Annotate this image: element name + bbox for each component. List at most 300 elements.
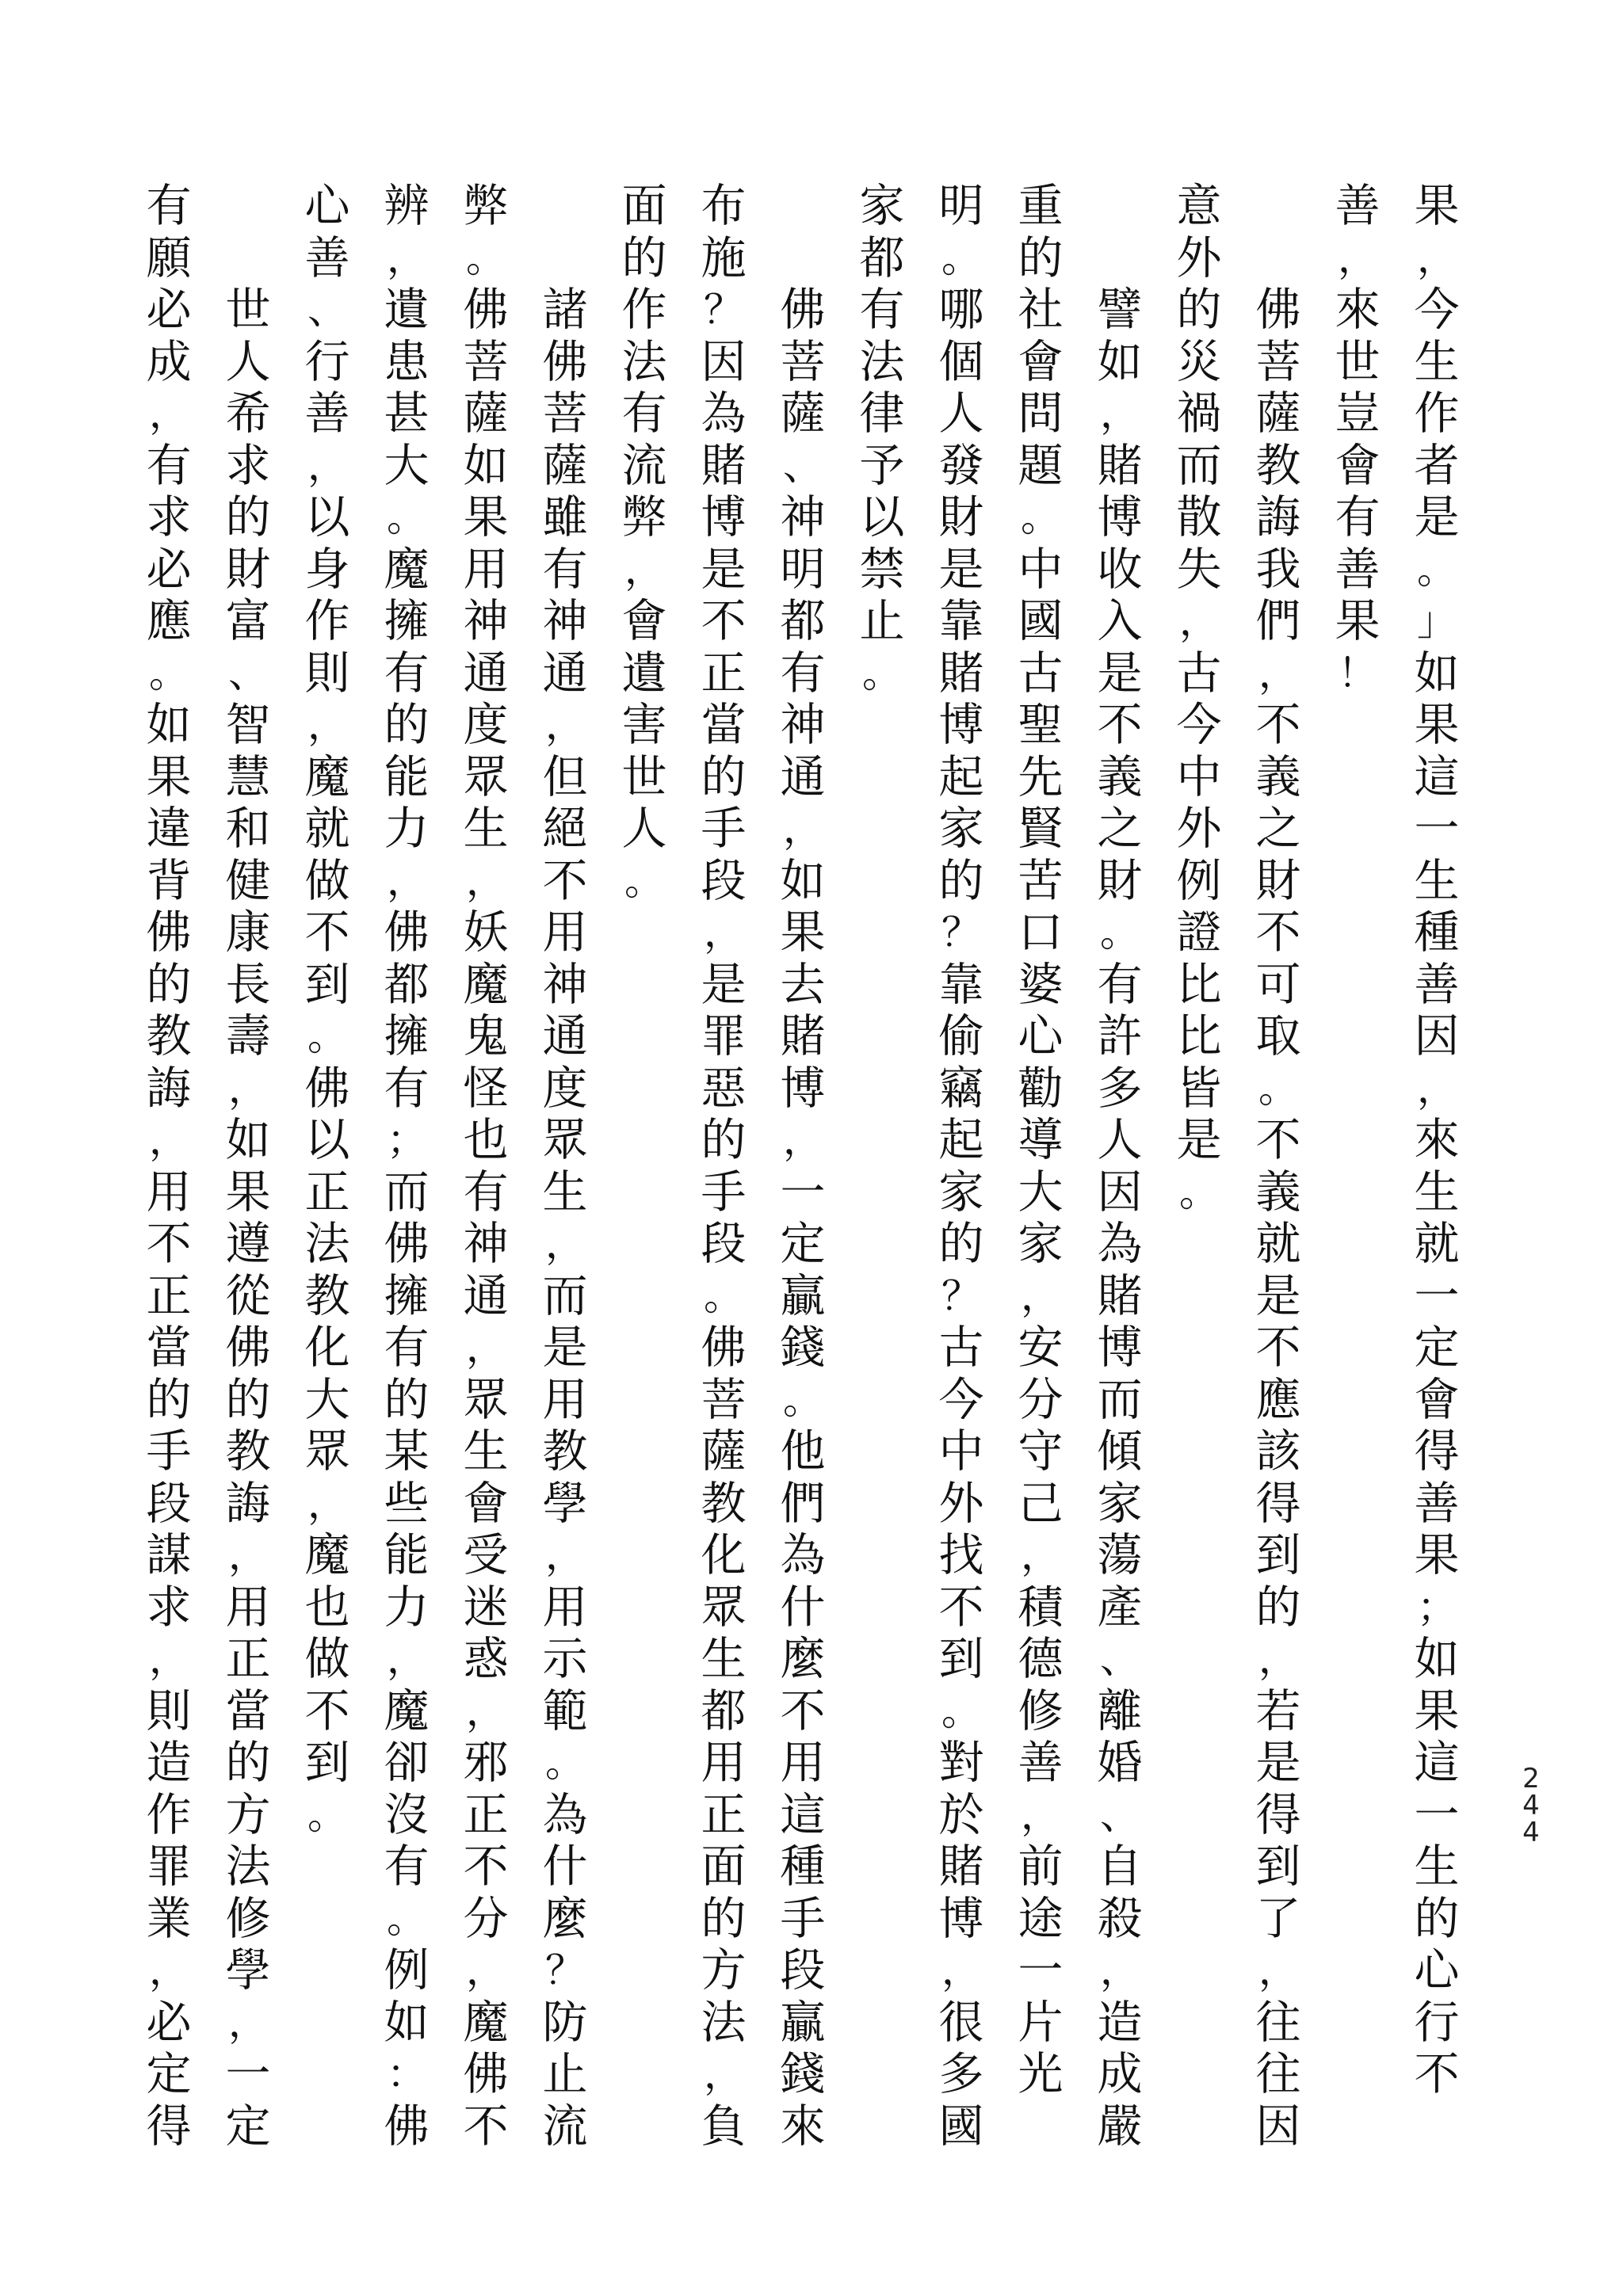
text-glyph: 教 xyxy=(1255,439,1301,492)
text-glyph: 用 xyxy=(225,1581,271,1634)
text-glyph: 外 xyxy=(1176,803,1222,855)
text-column xyxy=(537,284,593,2153)
text-glyph: 教 xyxy=(146,1010,192,1062)
text-glyph: 願 xyxy=(146,231,192,284)
text-glyph: 佛 xyxy=(384,906,430,959)
text-glyph: 通 xyxy=(542,1010,588,1062)
text-glyph: 不 xyxy=(1097,699,1143,751)
text-glyph: 。 xyxy=(307,1013,347,1059)
text-glyph: 豈 xyxy=(1335,387,1381,440)
text-glyph: 證 xyxy=(1176,906,1222,959)
text-glyph: 健 xyxy=(225,854,271,907)
text-glyph: 手 xyxy=(701,1165,747,1219)
text-glyph: 薩 xyxy=(780,387,826,440)
text-glyph: 守 xyxy=(1018,1425,1064,1478)
text-glyph: 是 xyxy=(701,543,747,596)
text-glyph: 眾 xyxy=(542,1114,588,1166)
text-glyph: 大 xyxy=(384,439,430,492)
text-glyph: 佛 xyxy=(384,2100,430,2153)
text-glyph: 善 xyxy=(1335,180,1381,232)
text-glyph: ， xyxy=(466,1325,506,1371)
text-glyph: 會 xyxy=(1018,335,1064,388)
text-glyph: ， xyxy=(1021,1532,1060,1578)
text-glyph: 社 xyxy=(1018,284,1064,336)
text-glyph: 重 xyxy=(1018,180,1064,232)
text-glyph: 都 xyxy=(384,958,430,1011)
text-glyph: 段 xyxy=(701,854,747,907)
text-glyph: 魔 xyxy=(304,750,350,803)
text-glyph: 於 xyxy=(938,1788,984,1841)
text-glyph: 比 xyxy=(1176,1010,1222,1062)
text-glyph: 會 xyxy=(621,595,667,647)
text-glyph: 博 xyxy=(938,699,984,751)
text-glyph: 的 xyxy=(146,1373,192,1426)
text-column xyxy=(1251,284,1306,2153)
text-glyph: 也 xyxy=(304,1581,350,1634)
text-glyph: 佛 xyxy=(384,1218,430,1270)
text-glyph: 造 xyxy=(1097,1996,1143,2049)
text-glyph: 方 xyxy=(701,1944,747,1997)
text-glyph: 有 xyxy=(1335,491,1381,543)
text-glyph: 惑 xyxy=(463,1633,509,1685)
text-glyph: 種 xyxy=(1414,906,1460,959)
text-glyph: 到 xyxy=(1255,1529,1301,1581)
text-glyph: 一 xyxy=(1414,1788,1460,1841)
text-glyph: 當 xyxy=(701,699,747,751)
text-glyph: ， xyxy=(704,910,743,955)
text-glyph: 修 xyxy=(225,1892,271,1945)
text-glyph: 。 xyxy=(941,235,981,281)
text-glyph: 作 xyxy=(146,1788,192,1841)
text-glyph: 法 xyxy=(304,1218,350,1270)
text-glyph: 佛 xyxy=(780,284,826,336)
text-glyph: 有 xyxy=(146,180,192,232)
text-glyph: 家 xyxy=(938,1165,984,1219)
text-glyph: 博 xyxy=(1097,491,1143,543)
text-glyph: 教 xyxy=(542,1425,588,1478)
text-glyph: 起 xyxy=(938,1114,984,1166)
text-glyph: 則 xyxy=(146,1684,192,1737)
text-glyph: ； xyxy=(1417,1584,1457,1630)
text-column xyxy=(775,284,831,2153)
text-glyph: 以 xyxy=(304,491,350,543)
text-glyph: 偷 xyxy=(938,1010,984,1062)
page-number xyxy=(1515,1765,1547,1846)
text-glyph: 。 xyxy=(149,650,189,696)
text-glyph: 段 xyxy=(701,1218,747,1270)
text-glyph: 教 xyxy=(225,1425,271,1478)
text-glyph: ？ xyxy=(941,910,981,955)
text-glyph: 神 xyxy=(780,491,826,543)
text-glyph: 成 xyxy=(1097,2048,1143,2100)
text-glyph: 定 xyxy=(780,1218,826,1270)
page-number-digit: 4 xyxy=(1522,1790,1540,1821)
text-glyph: 義 xyxy=(1097,750,1143,803)
text-glyph: 魔 xyxy=(304,1529,350,1581)
text-glyph: 德 xyxy=(1018,1633,1064,1685)
text-glyph: 明 xyxy=(938,180,984,232)
text-glyph: 自 xyxy=(1097,1840,1143,1893)
text-glyph: 神 xyxy=(463,1218,509,1270)
text-glyph: 都 xyxy=(859,231,905,284)
text-glyph: 正 xyxy=(304,1165,350,1219)
text-glyph: 誨 xyxy=(225,1477,271,1530)
text-glyph: 贏 xyxy=(780,1996,826,2049)
text-column xyxy=(141,181,197,2153)
text-glyph: 有 xyxy=(542,543,588,596)
text-glyph: ， xyxy=(1417,1065,1457,1112)
text-glyph: 從 xyxy=(225,1269,271,1322)
text-glyph: 多 xyxy=(1097,1062,1143,1115)
text-glyph: 菩 xyxy=(780,335,826,388)
text-glyph: 善 xyxy=(304,387,350,440)
text-glyph: 和 xyxy=(225,803,271,855)
text-glyph: 禁 xyxy=(859,543,905,596)
text-glyph: 不 xyxy=(701,595,747,647)
text-glyph: 能 xyxy=(384,1529,430,1581)
text-glyph: 卻 xyxy=(384,1737,430,1789)
text-glyph: 不 xyxy=(146,1218,192,1270)
text-glyph: 用 xyxy=(146,1165,192,1219)
text-glyph: 前 xyxy=(1018,1840,1064,1893)
text-glyph: ， xyxy=(149,391,189,437)
text-glyph: 正 xyxy=(701,1788,747,1841)
text-glyph: 會 xyxy=(1414,1373,1460,1426)
text-glyph: 作 xyxy=(304,595,350,647)
text-glyph: 的 xyxy=(938,1218,984,1270)
text-glyph: 做 xyxy=(304,854,350,907)
text-glyph: 的 xyxy=(701,750,747,803)
text-glyph: 辨 xyxy=(384,180,430,232)
text-glyph: ， xyxy=(228,1065,268,1112)
text-glyph: 不 xyxy=(1255,1322,1301,1374)
text-glyph: ， xyxy=(783,1117,823,1163)
text-glyph: 。 xyxy=(387,1895,426,1942)
text-glyph: 靠 xyxy=(938,595,984,647)
text-glyph: 的 xyxy=(146,958,192,1011)
text-glyph: 能 xyxy=(384,750,430,803)
text-glyph: 。 xyxy=(545,1740,585,1786)
text-glyph: 用 xyxy=(463,543,509,596)
text-glyph: 果 xyxy=(1335,595,1381,647)
text-glyph: 應 xyxy=(1255,1373,1301,1426)
text-glyph: 意 xyxy=(1176,180,1222,232)
text-glyph: 用 xyxy=(542,1581,588,1634)
text-glyph: ， xyxy=(228,1999,268,2046)
text-glyph: 生 xyxy=(1414,335,1460,388)
text-glyph: 。 xyxy=(1258,1065,1298,1112)
text-glyph: ， xyxy=(1258,1947,1298,1993)
text-glyph: 通 xyxy=(463,1269,509,1322)
text-glyph: 的 xyxy=(701,1892,747,1945)
text-glyph: 的 xyxy=(1018,231,1064,284)
text-glyph: 生 xyxy=(1414,1165,1460,1219)
text-glyph: 入 xyxy=(1097,595,1143,647)
text-glyph: 賢 xyxy=(1018,803,1064,855)
text-glyph: ， xyxy=(228,1532,268,1578)
text-glyph: 片 xyxy=(1018,1996,1064,2049)
text-glyph: 的 xyxy=(225,1373,271,1426)
text-glyph: 怪 xyxy=(463,1062,509,1115)
text-glyph: 善 xyxy=(1414,1477,1460,1530)
text-glyph: 而 xyxy=(384,1165,430,1219)
text-glyph: 學 xyxy=(225,1944,271,1997)
text-column xyxy=(696,181,751,2153)
text-glyph: 神 xyxy=(780,699,826,751)
text-glyph: 魔 xyxy=(384,543,430,596)
text-glyph: 對 xyxy=(938,1737,984,1789)
text-glyph: 如 xyxy=(1414,646,1460,700)
text-glyph: 正 xyxy=(146,1269,192,1322)
text-glyph: 定 xyxy=(1414,1322,1460,1374)
text-glyph: ， xyxy=(941,1947,981,1993)
text-glyph: 收 xyxy=(1097,543,1143,596)
text-glyph: 的 xyxy=(1414,1892,1460,1945)
text-glyph: 明 xyxy=(780,543,826,596)
text-glyph: 背 xyxy=(146,854,192,907)
text-glyph: 有 xyxy=(384,646,430,700)
text-glyph: 因 xyxy=(1414,1010,1460,1062)
text-glyph: 離 xyxy=(1097,1684,1143,1737)
text-glyph: 眾 xyxy=(304,1425,350,1478)
text-glyph: 用 xyxy=(542,1373,588,1426)
text-glyph: 錢 xyxy=(780,2048,826,2100)
text-glyph: 、 xyxy=(307,287,347,333)
text-glyph: 做 xyxy=(304,1633,350,1685)
text-glyph: 殺 xyxy=(1097,1892,1143,1945)
text-glyph: 心 xyxy=(304,180,350,232)
text-glyph: 到 xyxy=(938,1633,984,1685)
text-glyph: 流 xyxy=(621,439,667,492)
text-glyph: 我 xyxy=(1255,543,1301,596)
text-glyph: 康 xyxy=(225,906,271,959)
text-glyph: 有 xyxy=(1097,958,1143,1011)
text-glyph: 教 xyxy=(304,1269,350,1322)
text-glyph: 因 xyxy=(701,335,747,388)
text-glyph: 去 xyxy=(780,958,826,1011)
text-glyph: 果 xyxy=(780,906,826,959)
text-glyph: 防 xyxy=(542,1996,588,2049)
text-glyph: 家 xyxy=(1097,1477,1143,1530)
text-glyph: 必 xyxy=(146,284,192,336)
text-glyph: 國 xyxy=(1018,595,1064,647)
text-glyph: 中 xyxy=(1176,750,1222,803)
text-glyph: 薩 xyxy=(463,387,509,440)
text-glyph: 是 xyxy=(1176,1114,1222,1166)
text-glyph: 譬 xyxy=(1097,284,1143,336)
text-glyph: ， xyxy=(387,235,426,281)
text-glyph: 不 xyxy=(1255,1114,1301,1166)
text-glyph: 這 xyxy=(1414,750,1460,803)
text-glyph: 果 xyxy=(1414,180,1460,232)
text-glyph: 外 xyxy=(938,1477,984,1530)
text-glyph: 手 xyxy=(701,803,747,855)
text-glyph: ， xyxy=(307,442,347,489)
text-glyph: 例 xyxy=(1176,854,1222,907)
text-glyph: 擁 xyxy=(384,1010,430,1062)
text-glyph: 法 xyxy=(859,335,905,388)
text-column xyxy=(379,181,434,2153)
text-glyph: 蕩 xyxy=(1097,1529,1143,1581)
text-glyph: ； xyxy=(387,1117,426,1163)
text-glyph: 佛 xyxy=(146,906,192,959)
text-glyph: 有 xyxy=(146,439,192,492)
text-glyph: 有 xyxy=(384,1062,430,1115)
text-glyph: 求 xyxy=(225,439,271,492)
text-glyph: 眾 xyxy=(701,1581,747,1634)
text-glyph: 的 xyxy=(701,1114,747,1166)
text-glyph: 的 xyxy=(384,699,430,751)
text-glyph: 問 xyxy=(1018,387,1064,440)
text-glyph: 求 xyxy=(146,491,192,543)
text-glyph: 安 xyxy=(1018,1322,1064,1374)
text-glyph: ， xyxy=(149,1636,189,1682)
text-glyph: 生 xyxy=(463,803,509,855)
text-glyph: 種 xyxy=(780,1840,826,1893)
text-glyph: 遵 xyxy=(225,1218,271,1270)
text-glyph: 途 xyxy=(1018,1892,1064,1945)
text-glyph: 是 xyxy=(1414,491,1460,543)
text-glyph: 眾 xyxy=(463,750,509,803)
text-glyph: ？ xyxy=(704,287,743,333)
text-glyph: 通 xyxy=(780,750,826,803)
text-glyph: 分 xyxy=(1018,1373,1064,1426)
text-glyph: 成 xyxy=(146,335,192,388)
text-glyph: ， xyxy=(149,1117,189,1163)
text-glyph: 一 xyxy=(225,2048,271,2100)
text-glyph: 來 xyxy=(1414,1114,1460,1166)
text-glyph: 有 xyxy=(859,284,905,336)
text-glyph: ， xyxy=(466,857,506,904)
page-number-digit: 2 xyxy=(1522,1763,1540,1794)
text-glyph: ， xyxy=(545,1532,585,1578)
text-glyph: 起 xyxy=(938,750,984,803)
text-glyph: 們 xyxy=(1255,595,1301,647)
text-glyph: 什 xyxy=(542,1840,588,1893)
text-glyph: 善 xyxy=(1018,1737,1064,1789)
text-glyph: 布 xyxy=(701,180,747,232)
text-glyph: 的 xyxy=(621,231,667,284)
text-glyph: 果 xyxy=(225,1165,271,1219)
text-column xyxy=(617,181,672,907)
text-glyph: 義 xyxy=(1255,750,1301,803)
text-glyph: 財 xyxy=(938,491,984,543)
text-glyph: 往 xyxy=(1255,1996,1301,2049)
text-glyph: 皆 xyxy=(1176,1062,1222,1115)
text-glyph: 用 xyxy=(780,1737,826,1789)
text-glyph: 患 xyxy=(384,335,430,388)
text-glyph: 勸 xyxy=(1018,1062,1064,1115)
text-glyph: 聖 xyxy=(1018,699,1064,751)
text-glyph: 分 xyxy=(463,1892,509,1945)
text-glyph: 者 xyxy=(1414,439,1460,492)
text-glyph: 絕 xyxy=(542,803,588,855)
text-glyph: 邪 xyxy=(463,1737,509,1789)
text-glyph: 大 xyxy=(304,1373,350,1426)
text-glyph: 手 xyxy=(146,1425,192,1478)
text-glyph: 到 xyxy=(304,958,350,1011)
text-glyph: 家 xyxy=(859,180,905,232)
text-glyph: 有 xyxy=(384,1322,430,1374)
text-glyph: 什 xyxy=(780,1581,826,1634)
text-glyph: ， xyxy=(1258,1636,1298,1682)
text-glyph: 賭 xyxy=(1097,1269,1143,1322)
text-glyph: 造 xyxy=(146,1737,192,1789)
text-glyph: 慧 xyxy=(225,750,271,803)
text-glyph: 們 xyxy=(780,1477,826,1530)
text-glyph: 有 xyxy=(384,1840,430,1893)
text-glyph: 遺 xyxy=(384,284,430,336)
text-glyph: 若 xyxy=(1255,1684,1301,1737)
text-glyph: 個 xyxy=(938,335,984,388)
text-glyph: 的 xyxy=(1255,1581,1301,1634)
text-column xyxy=(1330,181,1385,700)
text-glyph: 當 xyxy=(146,1322,192,1374)
text-glyph: 人 xyxy=(225,335,271,388)
text-glyph: 古 xyxy=(938,1322,984,1374)
text-glyph: 予 xyxy=(859,439,905,492)
text-glyph: 積 xyxy=(1018,1581,1064,1634)
text-glyph: 博 xyxy=(701,491,747,543)
text-glyph: 今 xyxy=(1414,284,1460,336)
text-glyph: 魔 xyxy=(463,958,509,1011)
text-glyph: 的 xyxy=(384,1373,430,1426)
text-glyph: 為 xyxy=(701,387,747,440)
text-glyph: 比 xyxy=(1176,958,1222,1011)
text-glyph: 如 xyxy=(384,1996,430,2049)
text-glyph: 今 xyxy=(1176,699,1222,751)
text-glyph: 神 xyxy=(542,958,588,1011)
text-glyph: 往 xyxy=(1255,2048,1301,2100)
text-glyph: 。 xyxy=(1100,910,1140,955)
text-glyph: 的 xyxy=(1176,284,1222,336)
text-glyph: 神 xyxy=(542,595,588,647)
text-glyph: 不 xyxy=(463,1840,509,1893)
text-glyph: 有 xyxy=(780,646,826,700)
text-glyph: 佛 xyxy=(701,1322,747,1374)
text-glyph: 佛 xyxy=(463,284,509,336)
text-glyph: 用 xyxy=(542,906,588,959)
text-glyph: 受 xyxy=(463,1529,509,1581)
text-glyph: 賭 xyxy=(938,646,984,700)
text-glyph: 施 xyxy=(701,231,747,284)
text-glyph: 通 xyxy=(542,646,588,700)
text-glyph: 魔 xyxy=(384,1684,430,1737)
text-glyph: 會 xyxy=(463,1477,509,1530)
text-glyph: 中 xyxy=(938,1425,984,1478)
text-glyph: 些 xyxy=(384,1477,430,1530)
text-glyph: 如 xyxy=(146,699,192,751)
text-glyph: 眾 xyxy=(463,1373,509,1426)
text-glyph: 婚 xyxy=(1097,1737,1143,1789)
text-glyph: 之 xyxy=(1255,803,1301,855)
text-glyph: 嚴 xyxy=(1097,2100,1143,2153)
text-glyph: 古 xyxy=(1018,646,1064,700)
text-glyph: 不 xyxy=(304,906,350,959)
text-glyph: 誨 xyxy=(146,1062,192,1115)
text-glyph: 不 xyxy=(1414,2048,1460,2100)
text-glyph: 錢 xyxy=(780,1322,826,1374)
text-glyph: ， xyxy=(1338,235,1377,281)
text-glyph: 作 xyxy=(1414,387,1460,440)
page-number-digit: 4 xyxy=(1522,1817,1540,1848)
text-glyph: ， xyxy=(1100,1947,1140,1993)
text-glyph: 例 xyxy=(384,1944,430,1997)
text-glyph: 該 xyxy=(1255,1425,1301,1478)
text-glyph: 作 xyxy=(621,284,667,336)
text-glyph: 生 xyxy=(701,1633,747,1685)
text-column xyxy=(1409,181,1465,2101)
